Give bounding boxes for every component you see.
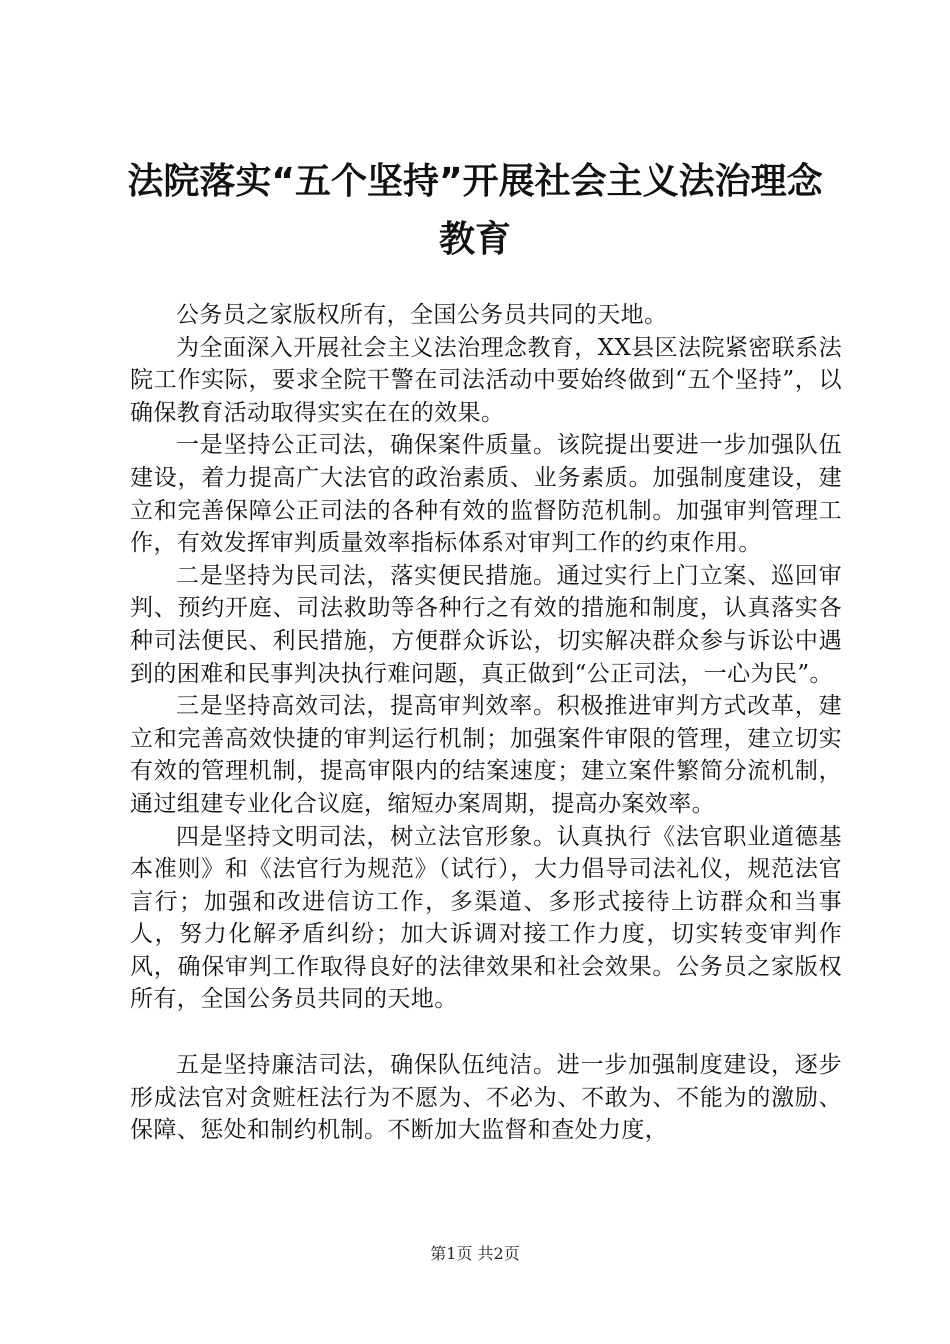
paragraph-point-two: 二是坚持为民司法，落实便民措施。通过实行上门立案、巡回审判、预约开庭、司法救助等各种行之有效的措施和制度，认真落实各种司法便民、利民措施，方便群众诉讼，切实解决群众参与诉讼中遇到的困难和民事判决执行难问题，真正做到“公正司法，一心为民”。 [130, 562, 842, 687]
paragraph-point-one: 一是坚持公正司法，确保案件质量。该院提出要进一步加强队伍建设，着力提高广大法官的政治素质、业务素质。加强制度建设，建立和完善保障公正司法的各种有效的监督防范机制。加强审判管理工作，有效发挥审判质量效率指标体系对审判工作的约束作用。 [130, 432, 842, 557]
paragraph-point-three: 三是坚持高效司法，提高审判效率。积极推进审判方式改革，建立和完善高效快捷的审判运行机制；加强案件审限的管理，建立切实有效的管理机制，提高审限内的结案速度；建立案件繁简分流机制，通过组建专业化合议庭，缩短办案周期，提高办案效率。 [130, 693, 842, 817]
paragraph-intro: 为全面深入开展社会主义法治理念教育，XX县区法院紧密联系法院工作实际，要求全院干警在司法活动中要始终做到“五个坚持”，以确保教育活动取得实实在在的效果。 [130, 334, 842, 426]
paragraph-point-four: 四是坚持文明司法，树立法官形象。认真执行《法官职业道德基本准则》和《法官行为规范》（试行），大力倡导司法礼仪，规范法官言行；加强和改进信访工作，多渠道、多形式接待上访群众和当事人，努力化解矛盾纠纷；加大诉调对接工作力度，切实转变审判作风，确保审判工作取得良好的法律效果和社会效果。公务员之家版权所有，全国公务员共同的天地。 [130, 823, 842, 1013]
document-title-line-1: 法院落实“五个坚持”开展社会主义法治理念 [127, 161, 823, 202]
page-footer: 第1页 共2页 [430, 1244, 520, 1263]
paragraph-copyright-note: 公务员之家版权所有，全国公务员共同的天地。 [176, 302, 668, 328]
paragraph-point-five: 五是坚持廉洁司法，确保队伍纯洁。进一步加强制度建设，逐步形成法官对贪赃枉法行为不愿为、不必为、不敢为、不能为的激励、保障、惩处和制约机制。不断加大监督和查处力度， [130, 1052, 842, 1144]
document-body [130, 299, 842, 1147]
document-title-line-2: 教育 [438, 219, 511, 260]
